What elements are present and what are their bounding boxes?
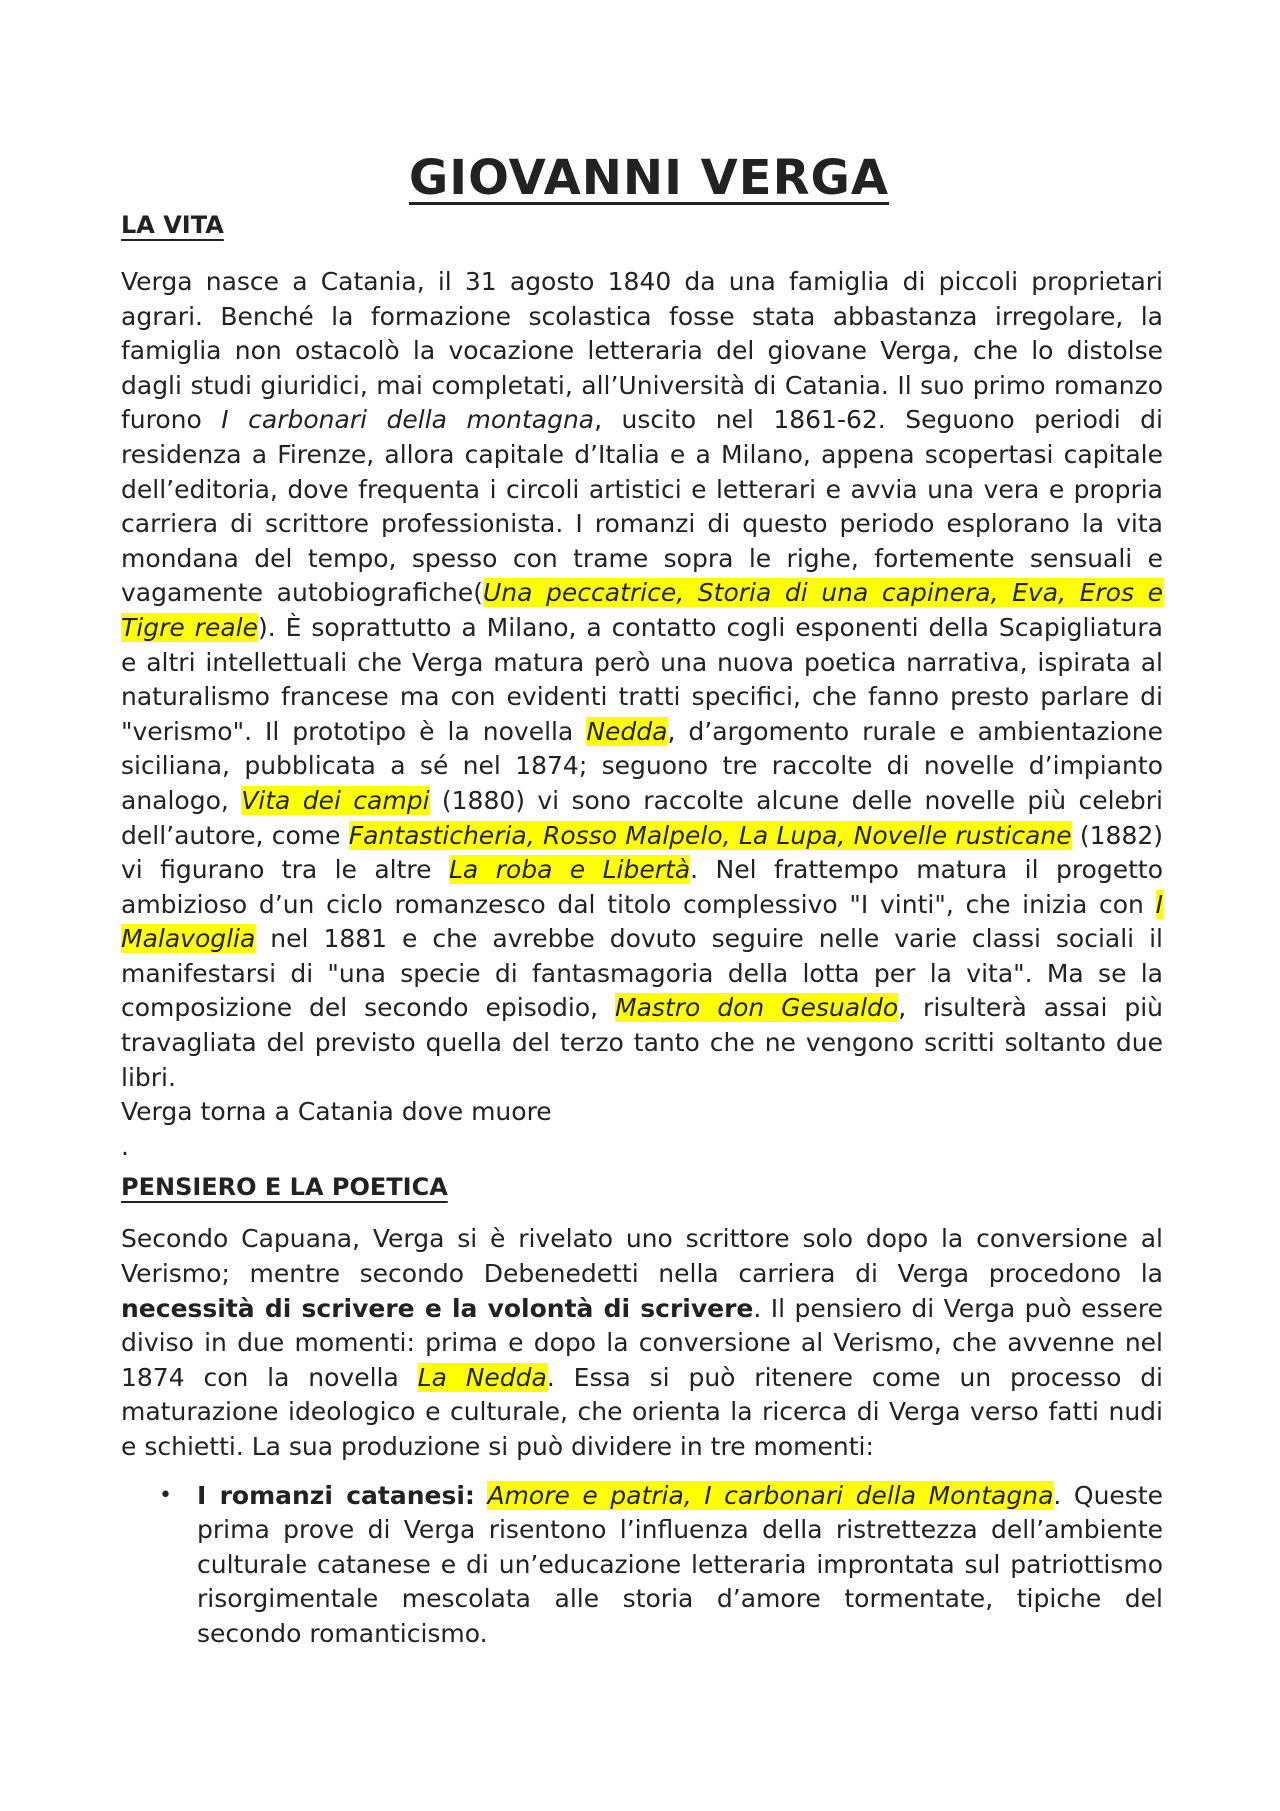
bold-phrase: necessità di scrivere e la volontà di scrivere xyxy=(121,1293,754,1323)
highlighted-title: Una peccatrice xyxy=(482,578,677,608)
highlighted-title: Novelle rusticane xyxy=(853,820,1072,850)
text-run: ). È soprattutto a Milano, a contatto cogli esponenti della Scapigliatura e altri intellettuali che Verga matura però una nuova poetica narrativa, ispirata al naturalismo francese ma con evidenti tratti specifici, che fanno presto parlare di "verismo". Il prototipo è la novella xyxy=(121,612,1163,746)
bullet-icon: • xyxy=(159,1482,172,1508)
text-run: . Essa si può ritenere come un processo di maturazione ideologico e culturale, che orienta la ricerca di Verga verso fatti nudi e schietti. La sua produzione si può dividere in tre momenti: xyxy=(121,1362,1164,1461)
paragraph-morte: Verga torna a Catania dove muore xyxy=(121,1097,552,1127)
highlighted-separator: e xyxy=(552,855,603,885)
highlighted-title: Storia di una capinera xyxy=(697,578,991,608)
text-run: nel 1881 e che avrebbe dovuto seguire nelle varie classi sociali il manifestarsi di "una specie di fantasmagoria della lotta per la vita". Ma se la composizione del secondo episodio, xyxy=(121,924,1163,1023)
paragraph-dot: . xyxy=(121,1131,129,1161)
highlighted-separator: , xyxy=(722,820,739,850)
highlighted-title: La roba xyxy=(448,855,553,885)
document-body xyxy=(121,148,1163,1652)
highlighted-title: Nedda xyxy=(586,716,668,746)
highlighted-title: Libertà xyxy=(602,855,691,885)
text-run: Secondo Capuana, Verga si è rivelato uno scrittore solo dopo la conversione al Verismo; mentre secondo Debenedetti nella carriera di Verga procedono la xyxy=(121,1224,1163,1289)
highlighted-separator: , xyxy=(526,820,543,850)
text-run: , d’argomento rurale e ambientazione siciliana, pubblicata a sé nel 1874; seguono tre raccolte di novelle d’impianto analogo, xyxy=(121,716,1163,815)
list-item-label: I romanzi catanesi: xyxy=(197,1480,475,1510)
highlighted-title: La Nedda xyxy=(417,1362,547,1392)
heading-la-vita: LA VITA xyxy=(121,211,224,239)
text-run: (1882) vi figurano tra le altre xyxy=(121,820,1164,885)
highlighted-title: Eva xyxy=(1012,578,1059,608)
paragraph-vita xyxy=(121,265,1163,1095)
text-run: . Queste prima prove di Verga risentono l’influenza della ristrettezza dell’ambiente culturale catanese e di un’educazione letteraria improntata sul patriottismo risorgimentale mescolata alle storia d’amore tormentate, tipiche del secondo romanticismo. xyxy=(197,1480,1163,1648)
highlighted-separator: , xyxy=(676,578,698,608)
highlighted-title: I Malavoglia xyxy=(121,889,1163,954)
document-title: GIOVANNI VERGA xyxy=(408,150,890,206)
text-run: . Nel frattempo matura il progetto ambizioso d’un ciclo romanzesco dal titolo complessivo "I vinti", che inizia con xyxy=(121,855,1163,919)
text-run: . Il pensiero di Verga può essere diviso in due momenti: prima e dopo la conversione al Verismo, che avvenne nel 1874 con la novella xyxy=(121,1293,1163,1392)
highlighted-separator: , xyxy=(1058,578,1080,608)
text-run: Verga nasce a Catania, il 31 agosto 1840 da una famiglia di piccoli proprietari agrari. Benché la formazione scolastica fosse stata abbastanza irregolare, la famiglia non ostacolò la vocazione letteraria del giovane Verga, che lo distolse dagli studi giuridici, mai completati, all’Università di Catania. Il suo primo romanzo furono xyxy=(121,267,1163,435)
text-run: , uscito nel 1861-62. Seguono periodi di residenza a Firenze, allora capitale d’Italia e a Milano, appena scopertasi capitale dell’editoria, dove frequenta i circoli artistici e letterari e avvia una vera e propria carriera di scrittore professionista. I romanzi di questo periodo esplorano la vita mondana del tempo, spesso con trame sopra le righe, fortemente sensuali e vagamente autobiografiche( xyxy=(121,405,1163,608)
list-item xyxy=(121,1479,1163,1652)
text-run: (1880) vi sono raccolte alcune delle novelle più celebri dell’autore, come xyxy=(121,785,1163,850)
highlighted-separator: , xyxy=(837,820,854,850)
paragraph-pensiero xyxy=(121,1222,1163,1464)
heading-pensiero-poetica: PENSIERO E LA POETICA xyxy=(121,1173,448,1202)
highlighted-separator: , xyxy=(990,578,1013,608)
highlighted-separator: e xyxy=(1134,578,1163,608)
highlighted-title: Tigre reale xyxy=(121,612,258,642)
highlighted-title: La Lupa xyxy=(738,820,838,850)
highlighted-title: Rosso Malpelo xyxy=(543,820,723,850)
text-run: , risulterà assai più travagliata del previsto quella del terzo tanto che ne vengono scritti soltanto due libri. xyxy=(121,993,1163,1092)
highlighted-title: Fantasticheria xyxy=(348,820,527,850)
highlighted-title: Vita dei campi xyxy=(241,785,430,815)
highlighted-title: Mastro don Gesualdo xyxy=(615,993,899,1023)
book-title: I carbonari della montagna xyxy=(221,405,595,435)
highlighted-title: Eros xyxy=(1079,578,1135,608)
highlighted-title: Amore e patria, I carbonari della Montagna xyxy=(487,1480,1054,1510)
production-list xyxy=(121,1479,1163,1652)
